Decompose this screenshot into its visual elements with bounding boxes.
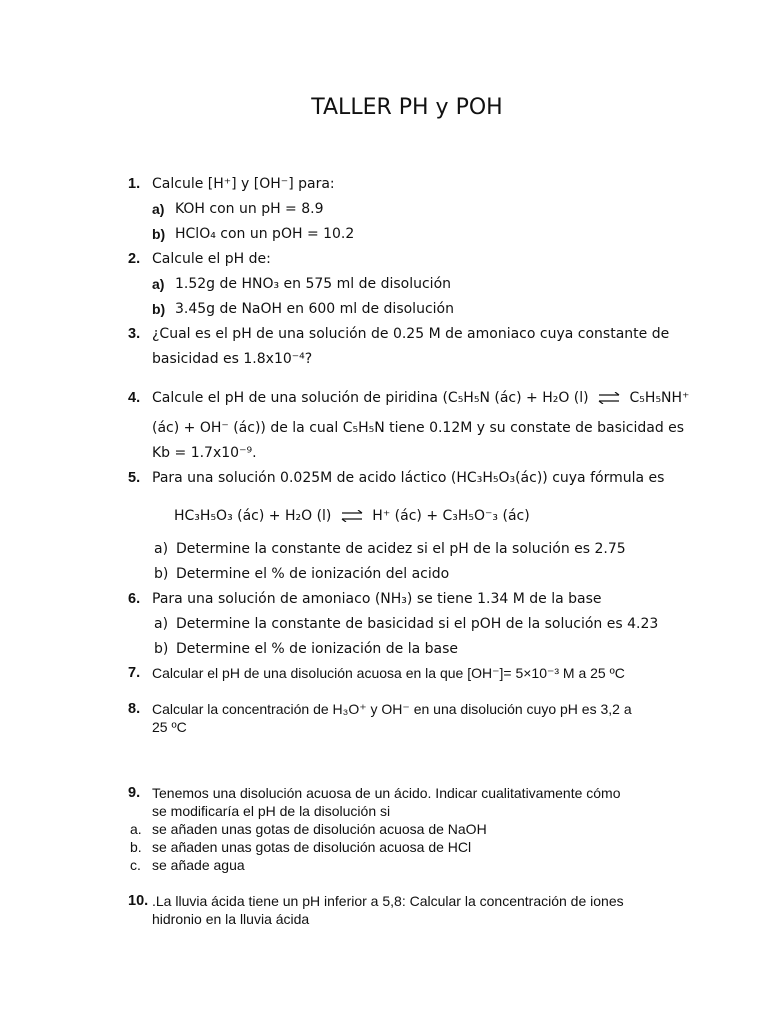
q5a-label: a) — [154, 541, 169, 557]
q10-line1: .La lluvia ácida tiene un pH inferior a 5,8: Calcular la concentración de iones — [152, 893, 624, 909]
q6-number: 6. — [128, 591, 141, 607]
q9-line1: Tenemos una disolución acuosa de un ácido. Indicar cualitativamente cómo — [152, 785, 621, 801]
q9-line2: se modificaría el pH de la disolución si — [152, 803, 391, 819]
equilibrium-arrows-icon — [597, 392, 621, 404]
q8-line1: Calcular la concentración de H₃O⁺ y OH⁻ en una disolución cuyo pH es 3,2 a — [152, 701, 632, 717]
q9-number: 9. — [128, 785, 141, 801]
q2b-label: b) — [152, 301, 166, 317]
q3-line1: ¿Cual es el pH de una solución de 0.25 M de amoniaco cuya constante de — [152, 326, 670, 342]
q2-text: Calcule el pH de: — [152, 251, 271, 267]
q5-number: 5. — [128, 470, 141, 486]
q5-equation-right: H⁺ (ác) + C₃H₅O⁻₃ (ác) — [372, 508, 530, 524]
q1b-text: HClO₄ con un pOH = 10.2 — [175, 226, 355, 242]
q8-line2: 25 ºC — [152, 719, 187, 735]
q5b-label: b) — [154, 566, 169, 582]
q1a-text: KOH con un pH = 8.9 — [175, 201, 324, 217]
q6b-text: Determine el % de ionización de la base — [176, 641, 458, 657]
q2b-text: 3.45g de NaOH en 600 ml de disolución — [175, 301, 454, 317]
q4-line1-right: C₅H₅NH⁺ — [629, 390, 690, 406]
equilibrium-arrows-icon — [340, 510, 364, 522]
q4-line1 — [152, 390, 689, 406]
q5b-text: Determine el % de ionización del acido — [176, 566, 450, 582]
q5-equation-left: HC₃H₅O₃ (ác) + H₂O (l) — [174, 508, 332, 524]
q9c-text: se añade agua — [152, 857, 245, 873]
q9b-label: b. — [130, 839, 142, 855]
q9c-label: c. — [130, 857, 141, 873]
q5-text: Para una solución 0.025M de acido láctico (HC₃H₅O₃(ác)) cuya fórmula es — [152, 470, 665, 486]
q7-text: Calcular el pH de una disolución acuosa en la que [OH⁻]= 5×10⁻³ M a 25 ºC — [152, 665, 625, 681]
q4-line2: (ác) + OH⁻ (ác)) de la cual C₅H₅N tiene 0.12M y su constate de basicidad es — [152, 420, 685, 436]
q10-number: 10. — [128, 893, 149, 909]
page-title: TALLER PH y POH — [311, 95, 503, 120]
q3-line2: basicidad es 1.8x10⁻⁴? — [152, 351, 313, 367]
q4-line3: Kb = 1.7x10⁻⁹. — [152, 445, 257, 461]
q4-line1-left: Calcule el pH de una solución de piridina (C₅H₅N (ác) + H₂O (l) — [152, 390, 589, 406]
q6b-label: b) — [154, 641, 169, 657]
q1a-label: a) — [152, 201, 165, 217]
q4-number: 4. — [128, 390, 141, 406]
q1b-label: b) — [152, 226, 166, 242]
q2-number: 2. — [128, 251, 141, 267]
q8-number: 8. — [128, 701, 141, 717]
q5-equation — [174, 508, 530, 524]
q1-number: 1. — [128, 176, 141, 192]
q1-text: Calcule [H⁺] y [OH⁻] para: — [152, 176, 335, 192]
q5a-text: Determine la constante de acidez si el pH de la solución es 2.75 — [176, 541, 626, 557]
q2a-label: a) — [152, 276, 165, 292]
q2a-text: 1.52g de HNO₃ en 575 ml de disolución — [175, 276, 452, 292]
q9b-text: se añaden unas gotas de disolución acuosa de HCl — [152, 839, 472, 855]
q6a-text: Determine la constante de basicidad si el pOH de la solución es 4.23 — [176, 616, 659, 632]
q9a-label: a. — [130, 821, 142, 837]
q6a-label: a) — [154, 616, 169, 632]
q10-line2: hidronio en la lluvia ácida — [152, 911, 310, 927]
q3-number: 3. — [128, 326, 141, 342]
q6-text: Para una solución de amoniaco (NH₃) se tiene 1.34 M de la base — [152, 591, 602, 607]
q7-number: 7. — [128, 665, 141, 681]
q9a-text: se añaden unas gotas de disolución acuosa de NaOH — [152, 821, 487, 837]
